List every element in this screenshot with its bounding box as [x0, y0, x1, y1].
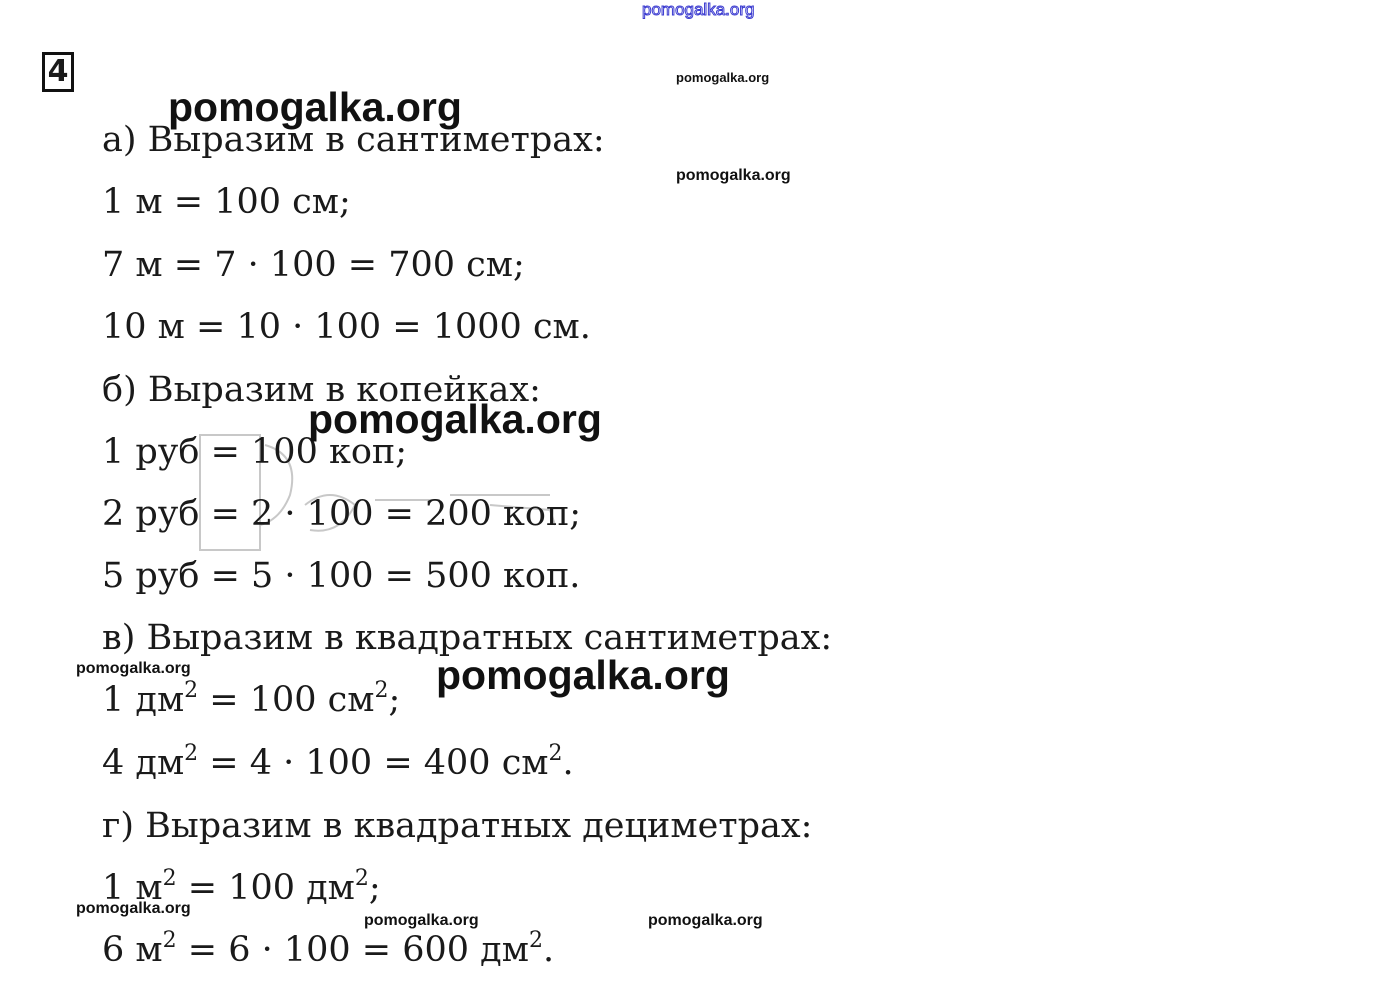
expr-part: .	[542, 930, 555, 970]
expr-part: 1 м	[102, 868, 163, 908]
expr-part: = 4 · 100 = 400 см	[198, 743, 549, 783]
expr-part: = 100 см	[198, 680, 375, 720]
expr-part: ;	[368, 868, 381, 908]
section-b-heading: б) Выразим в копейках:	[102, 370, 541, 410]
exponent: 2	[162, 866, 177, 891]
exponent: 2	[184, 678, 199, 703]
section-v-heading: в) Выразим в квадратных сантиметрах:	[102, 618, 833, 658]
expr-part: ;	[388, 680, 401, 720]
solution-line: 1 м = 100 см;	[102, 182, 351, 222]
expr-part: = 6 · 100 = 600 дм	[176, 930, 529, 970]
exponent: 2	[528, 928, 543, 953]
expr-part: 1 дм	[102, 680, 185, 720]
solution-line: 5 руб = 5 · 100 = 500 коп.	[102, 556, 581, 596]
solution-line	[102, 680, 400, 720]
expr-part: 6 м	[102, 930, 163, 970]
solution-line: 7 м = 7 · 100 = 700 см;	[102, 245, 525, 285]
task-number-box	[42, 52, 74, 92]
watermark: pomogalka.org	[308, 396, 602, 442]
section-g-heading: г) Выразим в квадратных дециметрах:	[102, 806, 813, 846]
exponent: 2	[548, 741, 563, 766]
solution-line	[102, 930, 554, 970]
section-a-heading: а) Выразим в сантиметрах:	[102, 120, 605, 160]
watermark: pomogalka.org	[642, 0, 755, 19]
watermark: pomogalka.org	[676, 167, 791, 184]
solution-line: 1 руб = 100 коп;	[102, 432, 408, 472]
exponent: 2	[162, 928, 177, 953]
exponent: 2	[184, 741, 199, 766]
watermark: pomogalka.org	[436, 652, 730, 698]
expr-part: .	[562, 743, 574, 783]
watermark: pomogalka.org	[168, 84, 462, 130]
solution-line: 2 руб = 2 · 100 = 200 коп;	[102, 494, 582, 534]
watermark: pomogalka.org	[364, 912, 479, 929]
watermark: pomogalka.org	[76, 900, 191, 917]
exponent: 2	[374, 678, 389, 703]
watermark: pomogalka.org	[676, 70, 770, 85]
task-number: 4	[47, 54, 69, 89]
solution-line: 10 м = 10 · 100 = 1000 см.	[102, 307, 591, 347]
watermark: pomogalka.org	[648, 912, 763, 929]
expr-part: 4 дм	[102, 743, 185, 783]
expr-part: = 100 дм	[176, 868, 355, 908]
watermark: pomogalka.org	[76, 660, 191, 677]
solution-line	[102, 743, 574, 783]
exponent: 2	[354, 866, 369, 891]
